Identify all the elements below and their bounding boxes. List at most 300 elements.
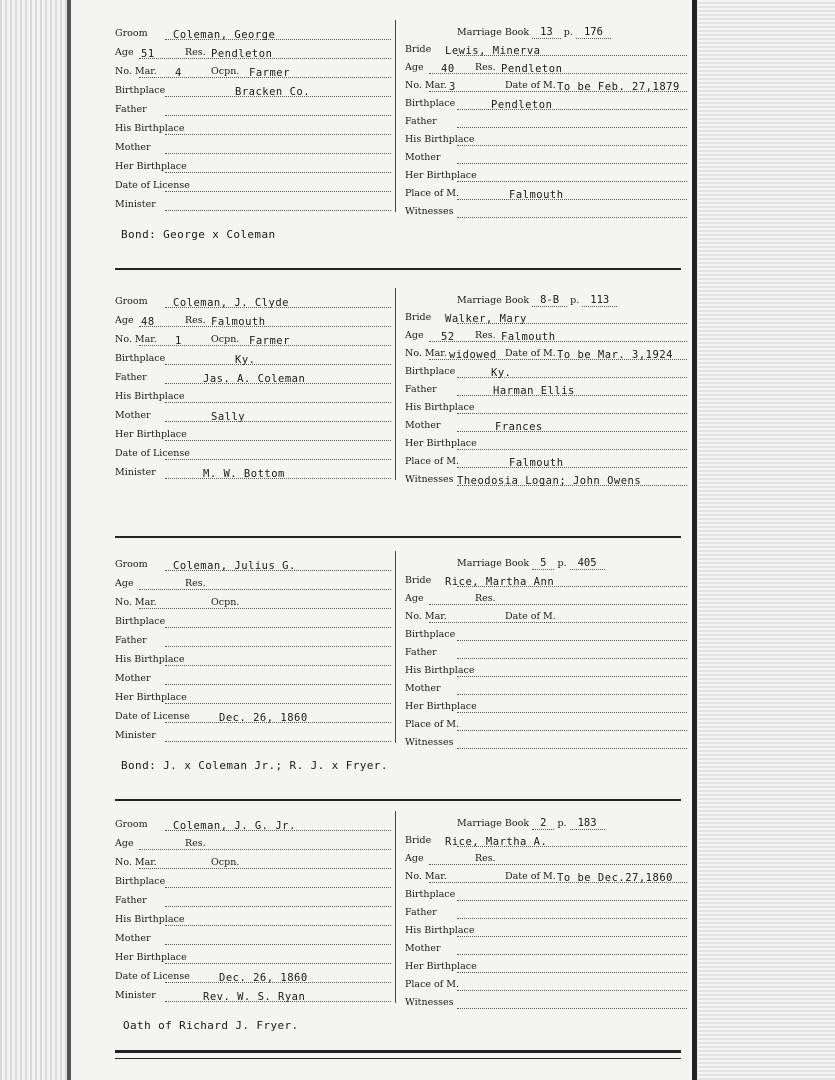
page-label: p. [570, 295, 580, 306]
bride-field-no-mar [405, 611, 687, 625]
field-label: Date of M. [505, 348, 556, 359]
dotted-rule [457, 712, 687, 713]
field-label: Minister [115, 199, 156, 210]
bride-field-age [405, 330, 687, 344]
dotted-rule [165, 115, 391, 116]
bride-value: 52 [441, 331, 455, 343]
field-label: Her Birthplace [405, 961, 477, 972]
field-label: No. Mar. [115, 334, 157, 345]
field-label: Her Birthplace [405, 438, 477, 449]
bride-field-no-mar [405, 348, 687, 362]
bride-field-witnesses [405, 737, 687, 751]
groom-field-father [115, 635, 391, 649]
field-label: Her Birthplace [405, 701, 477, 712]
bride-field-birthplace [405, 366, 687, 380]
page-label: p. [557, 558, 567, 569]
dotted-rule [429, 882, 687, 883]
groom-field-age [115, 838, 391, 852]
dotted-rule [165, 421, 391, 422]
book-number: 8-B [532, 294, 567, 307]
date-of-marriage-value: To be Mar. 3,1924 [557, 349, 673, 361]
field-label: No. Mar. [115, 597, 157, 608]
bride-value: Theodosia Logan; John Owens [457, 475, 642, 487]
field-label: Witnesses [405, 474, 454, 485]
groom-field-date-of-license [115, 971, 391, 985]
book-label: Marriage Book [457, 558, 530, 569]
dotted-rule [457, 181, 687, 182]
groom-field-minister [115, 990, 391, 1004]
field-label: His Birthplace [405, 925, 475, 936]
field-label: Mother [405, 152, 441, 163]
field-label: Age [115, 47, 134, 58]
bride-value: Falmouth [509, 457, 564, 469]
dotted-rule [139, 608, 391, 609]
field-label: Date of License [115, 448, 190, 459]
bride-field-his-birthplace [405, 134, 687, 148]
field-label: His Birthplace [115, 914, 185, 925]
dotted-rule [457, 1008, 687, 1009]
dotted-rule [165, 963, 391, 964]
field-label: Father [405, 647, 437, 658]
groom-field-father [115, 372, 391, 386]
dotted-rule [457, 163, 687, 164]
dotted-rule [457, 990, 687, 991]
bride-field-mother [405, 943, 687, 957]
dotted-rule [457, 127, 687, 128]
bottom-rule [115, 1058, 681, 1059]
groom-field-age [115, 315, 391, 329]
bond-line: Bond: George x Coleman [121, 228, 276, 241]
field-label: His Birthplace [405, 665, 475, 676]
field-label: Res. [185, 838, 206, 849]
page-label: p. [557, 818, 567, 829]
groom-field-date-of-license [115, 711, 391, 725]
bride-field-birthplace [405, 889, 687, 903]
field-label: Minister [115, 990, 156, 1001]
bride-field-no-mar [405, 80, 687, 94]
groom-field-birthplace [115, 876, 391, 890]
dotted-rule [457, 413, 687, 414]
bride-field-her-birthplace [405, 438, 687, 452]
field-label: Groom [115, 28, 148, 39]
field-label: His Birthplace [115, 391, 185, 402]
column-divider [395, 551, 396, 743]
field-label: Father [405, 907, 437, 918]
field-label: Ocpn. [211, 857, 240, 868]
field-label: His Birthplace [405, 134, 475, 145]
field-label: Res. [185, 578, 206, 589]
dotted-rule [165, 887, 391, 888]
left-scan-margin [0, 0, 70, 1080]
marriage-book-ref [457, 557, 605, 569]
groom-field-mother [115, 933, 391, 947]
right-scan-margin [698, 0, 835, 1080]
field-label: Her Birthplace [115, 429, 187, 440]
dotted-rule [165, 646, 391, 647]
field-label: Age [405, 593, 424, 604]
dotted-rule [165, 703, 391, 704]
dotted-rule [457, 145, 687, 146]
bride-field-father [405, 384, 687, 398]
bottom-rule [115, 1050, 681, 1053]
groom-field-date-of-license [115, 448, 391, 462]
marriage-book-ref [457, 817, 605, 829]
field-label: Groom [115, 559, 148, 570]
groom-field-groom [115, 296, 391, 310]
dotted-rule [165, 459, 391, 460]
field-label: Her Birthplace [115, 692, 187, 703]
field-label: Date of License [115, 180, 190, 191]
field-label: Res. [185, 47, 206, 58]
field-label: Mother [115, 410, 151, 421]
dotted-rule [429, 604, 687, 605]
field-label: Birthplace [115, 85, 166, 96]
groom-value: Rev. W. S. Ryan [203, 991, 306, 1003]
bride-value: Falmouth [509, 189, 564, 201]
bride-field-age [405, 62, 687, 76]
groom-field-mother [115, 142, 391, 156]
field-label: Ocpn. [211, 597, 240, 608]
dotted-rule [429, 864, 687, 865]
field-label: Age [115, 578, 134, 589]
dotted-rule [139, 326, 391, 327]
groom-value: Sally [211, 411, 246, 423]
groom-field-minister [115, 199, 391, 213]
groom-field-her-birthplace [115, 161, 391, 175]
field-label: No. Mar. [115, 857, 157, 868]
bride-field-father [405, 116, 687, 130]
field-label: Father [405, 384, 437, 395]
field-label: Mother [405, 943, 441, 954]
bride-field-bride [405, 835, 687, 849]
dotted-rule [139, 58, 391, 59]
field-label: Res. [475, 62, 496, 73]
bride-field-mother [405, 420, 687, 434]
record-separator [115, 536, 681, 538]
marriage-book-ref [457, 294, 617, 306]
groom-field-her-birthplace [115, 692, 391, 706]
bride-value: Walker, Mary [445, 313, 527, 325]
field-label: Birthplace [115, 616, 166, 627]
bride-field-mother [405, 683, 687, 697]
dotted-rule [457, 936, 687, 937]
bride-field-his-birthplace [405, 665, 687, 679]
field-label: Age [405, 62, 424, 73]
field-label: Bride [405, 575, 432, 586]
groom-field-his-birthplace [115, 914, 391, 928]
dotted-rule [165, 364, 391, 365]
field-label: Father [115, 895, 147, 906]
groom-value: Coleman, J. G. Jr. [173, 820, 296, 832]
groom-value: Coleman, J. Clyde [173, 297, 289, 309]
groom-field-no-mar [115, 597, 391, 611]
field-label: Res. [475, 853, 496, 864]
bride-field-age [405, 853, 687, 867]
book-number: 2 [532, 817, 554, 830]
field-label: No. Mar. [115, 66, 157, 77]
bride-value: 3 [449, 81, 456, 93]
groom-value: Bracken Co. [235, 86, 311, 98]
field-label: Res. [185, 315, 206, 326]
bride-value: Rice, Martha Ann [445, 576, 555, 588]
field-label: No. Mar. [405, 871, 447, 882]
field-label: No. Mar. [405, 80, 447, 91]
dotted-rule [165, 627, 391, 628]
groom-field-his-birthplace [115, 123, 391, 137]
field-label: No. Mar. [405, 348, 447, 359]
dotted-rule [429, 622, 687, 623]
marriage-book-ref [457, 26, 611, 38]
groom-field-no-mar [115, 334, 391, 348]
dotted-rule [457, 918, 687, 919]
bride-field-his-birthplace [405, 925, 687, 939]
field-label: Age [115, 838, 134, 849]
field-label: Father [115, 372, 147, 383]
bride-field-her-birthplace [405, 170, 687, 184]
field-label: Witnesses [405, 997, 454, 1008]
groom-field-groom [115, 559, 391, 573]
groom-value: Jas. A. Coleman [203, 373, 306, 385]
field-label: Age [405, 853, 424, 864]
field-label: Date of License [115, 711, 190, 722]
groom-value: Coleman, George [173, 29, 276, 41]
groom-field-his-birthplace [115, 391, 391, 405]
groom-field-date-of-license [115, 180, 391, 194]
field-label: Bride [405, 312, 432, 323]
field-label: Date of M. [505, 611, 556, 622]
field-label: Birthplace [115, 876, 166, 887]
dotted-rule [165, 134, 391, 135]
groom-field-father [115, 104, 391, 118]
record-card [71, 282, 692, 532]
record-card [71, 14, 692, 264]
field-label: Mother [115, 933, 151, 944]
right-edge-line [692, 0, 697, 1080]
field-label: Groom [115, 819, 148, 830]
column-divider [395, 20, 396, 212]
field-label: Birthplace [405, 629, 456, 640]
groom-value: 48 [141, 316, 155, 328]
groom-field-minister [115, 730, 391, 744]
groom-field-her-birthplace [115, 952, 391, 966]
dotted-rule [457, 431, 687, 432]
groom-value: 51 [141, 48, 155, 60]
bride-field-witnesses [405, 206, 687, 220]
column-divider [395, 811, 396, 1003]
field-label: Father [405, 116, 437, 127]
bride-value: Frances [495, 421, 543, 433]
field-label: Age [115, 315, 134, 326]
date-of-marriage-value: To be Dec.27,1860 [557, 872, 673, 884]
groom-field-mother [115, 673, 391, 687]
field-label: No. Mar. [405, 611, 447, 622]
bride-field-place-of-m [405, 456, 687, 470]
field-label: Place of M. [405, 979, 460, 990]
field-label: Res. [475, 593, 496, 604]
groom-field-minister [115, 467, 391, 481]
dotted-rule [165, 153, 391, 154]
field-label: Place of M. [405, 188, 460, 199]
dotted-rule [139, 868, 391, 869]
field-label: Her Birthplace [115, 161, 187, 172]
field-label: His Birthplace [115, 123, 185, 134]
bride-value: widowed [449, 349, 497, 361]
groom-field-groom [115, 819, 391, 833]
groom-field-no-mar [115, 857, 391, 871]
page-number: 405 [570, 557, 605, 570]
field-label: Witnesses [405, 206, 454, 217]
bride-field-place-of-m [405, 979, 687, 993]
groom-field-birthplace [115, 353, 391, 367]
field-label: Birthplace [405, 889, 456, 900]
dotted-rule [165, 210, 391, 211]
dotted-rule [457, 199, 687, 200]
bride-field-no-mar [405, 871, 687, 885]
groom-value: Dec. 26, 1860 [219, 972, 308, 984]
record-sheet [71, 0, 692, 1080]
bride-value: Harman Ellis [493, 385, 575, 397]
groom-field-her-birthplace [115, 429, 391, 443]
bride-field-bride [405, 575, 687, 589]
groom-value: 4 [175, 67, 182, 79]
field-label: Place of M. [405, 719, 460, 730]
bride-residence-value: Pendleton [501, 63, 563, 75]
dotted-rule [165, 440, 391, 441]
bride-value: Lewis, Minerva [445, 45, 541, 57]
field-label: Mother [115, 142, 151, 153]
book-number: 5 [532, 557, 554, 570]
dotted-rule [457, 748, 687, 749]
dotted-rule [139, 589, 391, 590]
groom-value: 1 [175, 335, 182, 347]
book-label: Marriage Book [457, 818, 530, 829]
field-label: His Birthplace [405, 402, 475, 413]
field-label: Date of License [115, 971, 190, 982]
field-label: Mother [115, 673, 151, 684]
field-label: Birthplace [405, 366, 456, 377]
field-label: Date of M. [505, 871, 556, 882]
dotted-rule [165, 172, 391, 173]
bond-line: Oath of Richard J. Fryer. [123, 1019, 299, 1032]
book-label: Marriage Book [457, 27, 530, 38]
field-label: Date of M. [505, 80, 556, 91]
groom-residence-value: Pendleton [211, 48, 273, 60]
groom-field-birthplace [115, 616, 391, 630]
bride-residence-value: Falmouth [501, 331, 556, 343]
bride-field-age [405, 593, 687, 607]
dotted-rule [457, 467, 687, 468]
dotted-rule [457, 658, 687, 659]
field-label: Mother [405, 420, 441, 431]
dotted-rule [165, 925, 391, 926]
field-label: Mother [405, 683, 441, 694]
dotted-rule [165, 665, 391, 666]
field-label: Witnesses [405, 737, 454, 748]
bride-field-place-of-m [405, 719, 687, 733]
field-label: Res. [475, 330, 496, 341]
bride-field-bride [405, 312, 687, 326]
field-label: Ocpn. [211, 66, 240, 77]
dotted-rule [457, 972, 687, 973]
dotted-rule [457, 694, 687, 695]
dotted-rule [165, 944, 391, 945]
dotted-rule [457, 217, 687, 218]
dotted-rule [457, 900, 687, 901]
column-divider [395, 288, 396, 480]
dotted-rule [457, 954, 687, 955]
field-label: Father [115, 635, 147, 646]
groom-field-age [115, 47, 391, 61]
bride-field-his-birthplace [405, 402, 687, 416]
field-label: Age [405, 330, 424, 341]
page-label: p. [563, 27, 573, 38]
dotted-rule [457, 640, 687, 641]
dotted-rule [165, 906, 391, 907]
groom-value: Coleman, Julius G. [173, 560, 296, 572]
field-label: Minister [115, 730, 156, 741]
bride-value: 40 [441, 63, 455, 75]
dotted-rule [429, 91, 687, 92]
page-number: 176 [576, 26, 611, 39]
bride-field-her-birthplace [405, 701, 687, 715]
groom-field-mother [115, 410, 391, 424]
field-label: Groom [115, 296, 148, 307]
groom-occupation-value: Farmer [249, 67, 290, 79]
bride-value: Ky. [491, 367, 512, 379]
field-label: Father [115, 104, 147, 115]
bond-line: Bond: J. x Coleman Jr.; R. J. x Fryer. [121, 759, 388, 772]
groom-field-his-birthplace [115, 654, 391, 668]
book-number: 13 [532, 26, 561, 39]
field-label: Ocpn. [211, 334, 240, 345]
groom-value: Ky. [235, 354, 256, 366]
bride-field-witnesses [405, 997, 687, 1011]
field-label: Bride [405, 44, 432, 55]
record-card [71, 545, 692, 795]
dotted-rule [457, 449, 687, 450]
bride-field-father [405, 907, 687, 921]
bride-field-witnesses [405, 474, 687, 488]
dotted-rule [165, 191, 391, 192]
page-number: 183 [570, 817, 605, 830]
field-label: Birthplace [405, 98, 456, 109]
groom-field-age [115, 578, 391, 592]
record-separator [115, 799, 681, 801]
dotted-rule [457, 730, 687, 731]
groom-field-groom [115, 28, 391, 42]
dotted-rule [165, 684, 391, 685]
dotted-rule [429, 73, 687, 74]
bride-field-place-of-m [405, 188, 687, 202]
book-label: Marriage Book [457, 295, 530, 306]
groom-occupation-value: Farmer [249, 335, 290, 347]
dotted-rule [165, 402, 391, 403]
dotted-rule [139, 849, 391, 850]
bride-field-her-birthplace [405, 961, 687, 975]
bride-field-birthplace [405, 98, 687, 112]
groom-value: M. W. Bottom [203, 468, 285, 480]
bride-field-mother [405, 152, 687, 166]
field-label: Her Birthplace [405, 170, 477, 181]
field-label: Minister [115, 467, 156, 478]
bride-field-father [405, 647, 687, 661]
record-separator [115, 268, 681, 270]
bride-field-bride [405, 44, 687, 58]
date-of-marriage-value: To be Feb. 27,1879 [557, 81, 680, 93]
groom-field-no-mar [115, 66, 391, 80]
dotted-rule [457, 676, 687, 677]
groom-value: Dec. 26, 1860 [219, 712, 308, 724]
